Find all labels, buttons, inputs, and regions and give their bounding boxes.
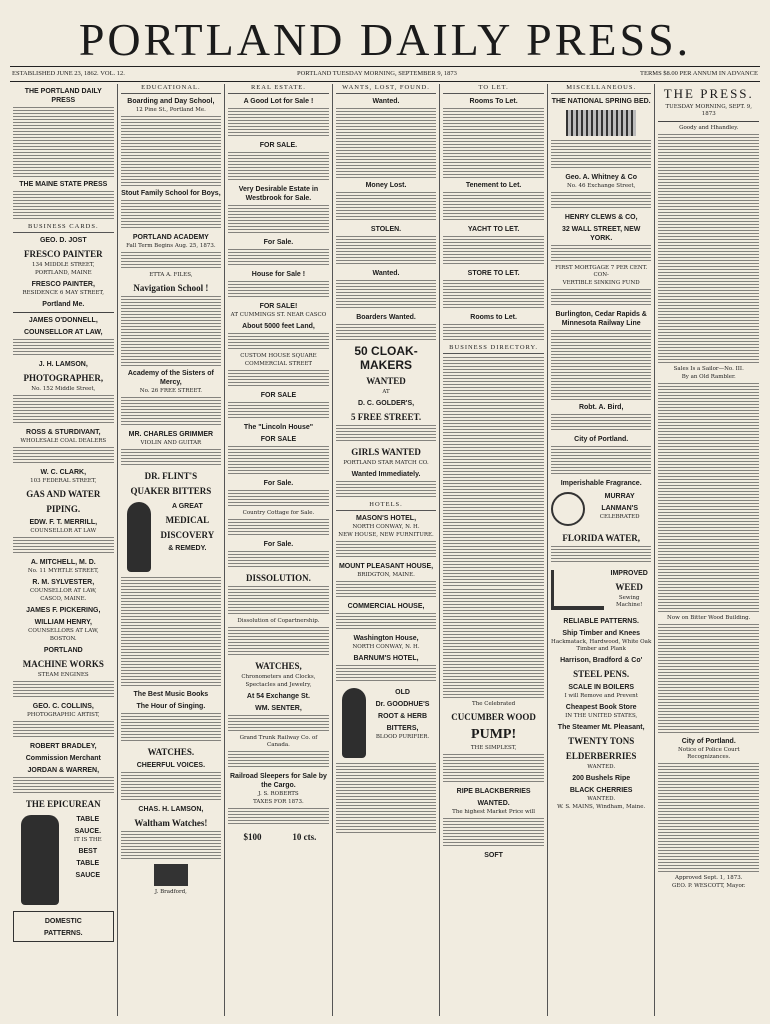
- ad-heading: PIPING.: [46, 504, 81, 514]
- ad-heading: Money Lost.: [365, 182, 407, 189]
- ad-heading: Boarders Wanted.: [356, 314, 416, 321]
- text-block: [336, 425, 437, 443]
- text-block: [121, 252, 222, 270]
- text-block: [228, 249, 329, 267]
- ad-name: JAMES F. PICKERING,: [26, 607, 101, 614]
- ad-name: ETTA A. FILES,: [149, 272, 193, 278]
- text-block: [121, 713, 222, 743]
- ad-heading: For Sale.: [263, 239, 294, 246]
- section-head: WANTS, LOST, FOUND.: [336, 84, 437, 94]
- florida-water-ad: [551, 489, 652, 529]
- article-byline: By an Old Rambler.: [681, 374, 736, 380]
- sewing-machine-illustration: [551, 570, 604, 610]
- ad-heading: For Sale.: [263, 480, 294, 487]
- column-3: [224, 84, 332, 1016]
- ad-subheading: STEAM ENGINES: [37, 672, 89, 678]
- ad-heading: Rooms To Let.: [469, 98, 518, 105]
- text-block: [658, 383, 759, 613]
- ad-heading: At 54 Exchange St.: [246, 693, 310, 700]
- ad-heading: WANTED.: [587, 796, 616, 802]
- ad-name: A. MITCHELL, M. D.: [30, 559, 96, 566]
- ad-heading: RELIABLE PATTERNS.: [563, 618, 639, 625]
- press-title: THE PORTLAND DAILY PRESS: [24, 88, 102, 104]
- ad-heading: GAS AND WATER: [26, 489, 101, 499]
- price-row: [228, 828, 329, 845]
- ad-heading: PORTLAND: [43, 647, 83, 654]
- ad-city: NORTH CONWAY, N. H.: [352, 524, 420, 530]
- ad-text: LANMAN'S: [601, 505, 639, 512]
- text-block: [336, 613, 437, 631]
- ad-subheading: Spectacles and Jewelry,: [245, 682, 312, 688]
- text-block: [228, 333, 329, 351]
- ad-heading: MACHINE WORKS: [22, 659, 104, 669]
- text-block: [443, 818, 544, 848]
- masthead: PORTLAND DAILY PRESS.: [78, 14, 692, 65]
- ad-text: DOMESTIC: [44, 918, 82, 925]
- ad-heading: The Steamer Mt. Pleasant,: [557, 724, 645, 731]
- ad-heading: Wanted Immediately.: [351, 471, 421, 478]
- ad-name: Harrison, Bradford & Co': [560, 657, 643, 664]
- section-head: EDUCATIONAL.: [121, 84, 222, 94]
- text-block: [336, 280, 437, 310]
- text-block: [121, 831, 222, 861]
- ad-heading: FOR SALE: [260, 436, 297, 443]
- ad-city: BOSTON.: [49, 636, 77, 642]
- column-7: [654, 84, 762, 1016]
- ad-name: GEO. D. JOST: [39, 237, 87, 244]
- article-title: City of Portland.: [681, 738, 736, 745]
- dateline: [10, 66, 760, 82]
- ad-name: CHAS. H. LAMSON,: [138, 806, 204, 813]
- ad-name: HENRY CLEWS & CO,: [564, 214, 638, 221]
- text-block: [13, 681, 114, 699]
- text-block: [228, 627, 329, 657]
- ad-heading: The Hour of Singing.: [136, 703, 206, 710]
- text-block: [13, 447, 114, 465]
- ad-heading: CUCUMBER WOOD: [451, 712, 536, 722]
- ad-address: 5 FREE STREET.: [350, 412, 422, 422]
- ad-address: 103 FEDERAL STREET,: [30, 478, 97, 484]
- ad-heading: Stout Family School for Boys,: [121, 190, 221, 197]
- ad-heading: Country Cottage for Sale.: [242, 510, 315, 516]
- ad-text: IT IS THE: [73, 837, 102, 843]
- text-block: [443, 754, 544, 784]
- ad-heading: The "Lincoln House": [243, 424, 314, 431]
- signature-line: GEO. P. WESCOTT, Mayor.: [671, 883, 746, 889]
- text-block: [228, 586, 329, 616]
- ad-heading: COMMERCIAL HOUSE,: [347, 603, 425, 610]
- ad-name: D. C. GOLDER'S,: [357, 400, 415, 407]
- ad-heading: WATCHES.: [147, 747, 195, 757]
- ad-subheading: NEW HOUSE, NEW FURNITURE.: [338, 532, 434, 538]
- ad-name: ROSS & STURDIVANT,: [26, 429, 101, 436]
- ad-heading: WANTED: [366, 376, 406, 386]
- established-line: ESTABLISHED JUNE 23, 1862. VOL. 12.: [12, 70, 125, 77]
- text-block: [228, 152, 329, 182]
- text-block: [13, 537, 114, 555]
- ad-subheading: AT CUMMINGS ST. NEAR CASCO: [230, 312, 327, 318]
- ad-text: CELEBRATED: [599, 514, 640, 520]
- text-block: [228, 281, 329, 299]
- ad-name: W. S. MAINS, Windham, Maine.: [557, 804, 646, 810]
- ad-heading: CHEERFUL VOICES.: [136, 762, 206, 769]
- bottle-emblem: [551, 492, 585, 526]
- text-block: [443, 108, 544, 178]
- spring-bed-illustration: [566, 110, 636, 136]
- ad-text: MURRAY: [604, 493, 635, 500]
- text-block: [551, 546, 652, 564]
- ad-heading: DR. FLINT'S: [144, 471, 198, 481]
- ad-text: TABLE: [76, 860, 100, 867]
- ad-heading: DISSOLUTION.: [246, 573, 311, 583]
- ad-heading: SOFT: [484, 852, 503, 859]
- text-block: [228, 402, 329, 420]
- text-block: [13, 191, 114, 221]
- ad-heading: 50 CLOAK-MAKERS: [354, 344, 418, 372]
- issue-date: PORTLAND TUESDAY MORNING, SEPTEMBER 9, 1873: [297, 70, 457, 77]
- ad-name: JAMES O'DONNELL,: [28, 317, 98, 324]
- ad-name: MR. CHARLES GRIMMER: [128, 431, 214, 438]
- ad-heading: WHOLESALE COAL DEALERS: [20, 438, 107, 444]
- ad-heading: Navigation School !: [133, 283, 209, 293]
- text-block: [13, 395, 114, 425]
- ad-subheading: Chronometers and Clocks,: [241, 674, 316, 680]
- text-block: [121, 116, 222, 186]
- ad-heading: PHOTOGRAPHIC ARTIST,: [27, 712, 100, 718]
- ad-heading: Rooms to Let.: [470, 314, 517, 321]
- section-head: HOTELS.: [336, 501, 437, 511]
- text-block: [551, 289, 652, 307]
- section-head: REAL ESTATE.: [228, 84, 329, 94]
- ad-name: ROBERT BRADLEY,: [30, 743, 97, 750]
- ad-heading: Tenement to Let.: [465, 182, 522, 189]
- text-block: [336, 192, 437, 222]
- text-block: [13, 777, 114, 795]
- text-block: [228, 490, 329, 508]
- ad-address: 134 MIDDLE STREET,: [32, 262, 95, 268]
- column-4: [332, 84, 440, 1016]
- ad-subheading: VIOLIN AND GUITAR: [140, 440, 202, 446]
- ad-subheading: Fall Term Begins Aug. 25, 1873.: [126, 243, 216, 249]
- ad-city: PORTLAND, MAINE: [34, 270, 92, 276]
- ad-address: 12 Pine St., Portland Me.: [135, 107, 206, 113]
- columns: [10, 84, 762, 1016]
- ad-text: SAUCE.: [74, 828, 102, 835]
- ad-heading: A Good Lot for Sale !: [243, 98, 314, 105]
- text-block: [443, 324, 544, 342]
- text-block: [228, 446, 329, 476]
- ad-name: J. H. LAMSON,: [38, 361, 88, 368]
- ad-heading: For Sale.: [263, 541, 294, 548]
- text-block: [443, 280, 544, 310]
- ad-heading: RIPE BLACKBERRIES: [456, 788, 531, 795]
- text-block: [228, 108, 329, 138]
- text-block: [658, 624, 759, 734]
- text-block: [121, 772, 222, 802]
- ad-heading: FOR SALE!: [259, 303, 298, 310]
- ad-address: No. 46 Exchange Street,: [566, 183, 636, 189]
- epicurean-ad: [13, 812, 114, 908]
- pen-illustration: [154, 864, 188, 886]
- ad-subheading: COMMERCIAL STREET: [244, 361, 313, 367]
- ad-text: Sewing Machine!: [616, 595, 643, 608]
- ad-text: BITTERS,: [386, 725, 419, 732]
- ad-heading: PORTLAND ACADEMY: [132, 234, 209, 241]
- ad-heading: Boarding and Day School,: [127, 98, 215, 105]
- ad-heading: Cheapest Book Store: [565, 704, 637, 711]
- ad-heading: Ship Timber and Knees: [562, 630, 641, 637]
- ad-heading: TWENTY TONS: [568, 736, 635, 746]
- ad-heading: MOUNT PLEASANT HOUSE,: [338, 563, 434, 570]
- text-block: [121, 397, 222, 427]
- text-block: [551, 446, 652, 476]
- ad-heading: About 5000 feet Land,: [242, 323, 315, 330]
- text-block: [551, 192, 652, 210]
- quaker-bitters-ad: [121, 499, 222, 575]
- ad-heading: TAXES FOR 1873.: [253, 799, 304, 805]
- ad-name: Geo. A. Whitney & Co: [565, 174, 638, 181]
- text-block: [336, 236, 437, 266]
- ad-heading: VERTIBLE SINKING FUND: [562, 280, 640, 286]
- text-block: [443, 236, 544, 266]
- column-6: [547, 84, 655, 1016]
- article-title: Sales Is a Sailor—No. III.: [673, 366, 744, 372]
- text-block: [443, 192, 544, 222]
- ad-heading: PHOTOGRAPHER,: [23, 373, 104, 383]
- ad-text: I will Remove and Prevent: [564, 693, 638, 699]
- editorial-head: THE PRESS.: [663, 86, 754, 101]
- ad-text: Dr. GOODHUE'S: [375, 701, 430, 708]
- ad-name: GEO. C. COLLINS,: [32, 703, 94, 710]
- ad-text: WEED: [615, 582, 643, 592]
- ad-text: IMPROVED: [610, 570, 648, 577]
- text-block: [228, 370, 329, 388]
- ad-heading: COUNSELLORS AT LAW,: [28, 628, 99, 634]
- ad-heading: WATCHES,: [255, 661, 302, 671]
- price: $100: [243, 832, 262, 842]
- goodhue-bitters-ad: [336, 685, 437, 761]
- ad-heading: FRESCO PAINTER,: [31, 281, 95, 288]
- text-block: [121, 449, 222, 467]
- ad-heading: ELDERBERRIES: [565, 751, 637, 761]
- text-block: [13, 339, 114, 357]
- article-title: Now on Bitter Wood Building.: [667, 615, 751, 621]
- ad-heading: STOLEN.: [370, 226, 402, 233]
- ad-text: A GREAT: [172, 503, 203, 510]
- text-block: [336, 665, 437, 683]
- quaker-man-illustration: [127, 502, 151, 572]
- text-block: [121, 296, 222, 366]
- ad-heading: BARNUM'S HOTEL,: [353, 655, 419, 662]
- text-block: [551, 414, 652, 432]
- ad-heading: FOR SALE: [260, 392, 297, 399]
- text-block: [121, 200, 222, 230]
- ad-address: No. 11 MYRTLE STREET,: [27, 568, 99, 574]
- ad-text: TABLE: [76, 816, 100, 823]
- ad-heading: Dissolution of Copartnership.: [237, 618, 320, 624]
- ad-subheading: CUSTOM HOUSE SQUARE: [240, 353, 317, 359]
- text-block: [228, 808, 329, 826]
- text-block: [228, 715, 329, 733]
- ad-city: NORTH CONWAY, N. H.: [352, 644, 420, 650]
- ad-name: WILLIAM HENRY,: [34, 619, 92, 626]
- text-block: [121, 577, 222, 687]
- text-block: [336, 481, 437, 499]
- ad-heading: Washington House,: [353, 635, 419, 642]
- ad-heading: Waltham Watches!: [134, 818, 208, 828]
- ad-heading: STEEL PENS.: [573, 669, 630, 679]
- ad-address: No. 26 FREE STREET.: [139, 388, 202, 394]
- ad-heading: Grand Trunk Railway Co. of Canada.: [239, 735, 318, 748]
- ad-heading: Wanted.: [372, 98, 400, 105]
- text-block: [336, 324, 437, 342]
- ad-city: BRIDGTON, MAINE.: [357, 572, 415, 578]
- ad-heading: MASON'S HOTEL,: [356, 515, 417, 522]
- text-block: [228, 551, 329, 569]
- ad-heading: QUAKER BITTERS: [130, 486, 212, 496]
- text-block: [336, 108, 437, 178]
- terms-line: TERMS $8.00 PER ANNUM IN ADVANCE: [640, 70, 758, 77]
- article-subtitle: Notice of Police Court Recognizances.: [677, 747, 740, 760]
- ad-text: AT: [382, 389, 390, 395]
- text-block: [658, 763, 759, 873]
- ad-subheading: THE SIMPLEST,: [470, 745, 517, 751]
- ad-heading: Commission Merchant: [25, 755, 101, 762]
- text-block: [551, 245, 652, 263]
- ad-heading: COUNSELLOR AT LAW,: [29, 588, 97, 594]
- column-5: [439, 84, 547, 1016]
- ad-subheading: IN THE UNITED STATES,: [565, 713, 638, 719]
- text-block: [228, 205, 329, 235]
- business-cards-head: BUSINESS CARDS.: [13, 223, 114, 233]
- section-head: MISCELLANEOUS.: [551, 84, 652, 94]
- ad-heading: WANTED.: [477, 800, 510, 807]
- column-2: [117, 84, 225, 1016]
- ad-heading: Railroad Sleepers for Sale by the Cargo.: [230, 773, 327, 789]
- ad-heading: YACHT TO LET.: [467, 226, 520, 233]
- editorial-date: TUESDAY MORNING, SEPT. 9, 1873: [665, 104, 752, 117]
- text-block: [228, 751, 329, 769]
- text-block: [443, 589, 544, 699]
- price: 10 cts.: [292, 832, 317, 842]
- ad-heading: WANTED.: [587, 764, 616, 770]
- text-block: [336, 581, 437, 599]
- ad-text: & REMEDY.: [168, 545, 207, 552]
- ad-heading: 200 Bushels Ripe: [572, 775, 631, 782]
- weed-sewing-ad: [551, 566, 652, 614]
- ad-name: WM. SENTER,: [255, 705, 302, 712]
- ad-text: BLOOD PURIFIER.: [375, 734, 430, 740]
- ad-heading: THE NATIONAL SPRING BED.: [551, 98, 651, 105]
- text-block: [658, 134, 759, 364]
- ad-subheading: Hackmatack, Hardwood, White Oak Timber and Plank: [551, 639, 652, 652]
- ad-address: RESIDENCE 6 MAY STREET,: [22, 290, 105, 296]
- text-block: [13, 721, 114, 739]
- text-block: [551, 330, 652, 400]
- ad-heading: Imperishable Fragrance.: [560, 480, 642, 487]
- ad-heading: PUMP!: [471, 727, 517, 742]
- ad-heading: FIRST MORTGAGE 7 PER CENT. CON-: [555, 265, 648, 278]
- ad-name: PORTLAND STAR MATCH CO.: [343, 460, 429, 466]
- ad-address: No. 152 Middle Street,: [31, 386, 96, 392]
- domestic-patterns-ad: [13, 911, 114, 942]
- ad-heading: COUNSELLOR AT LAW,: [24, 329, 103, 336]
- ad-name: Robt. A. Bird,: [578, 404, 624, 411]
- ad-name: JORDAN & WARREN,: [27, 767, 100, 774]
- text-block: [13, 107, 114, 177]
- ad-heading: FOR SALE.: [259, 142, 298, 149]
- sauce-bottle-illustration: [21, 815, 59, 905]
- ad-name: J. Bradford,: [154, 889, 187, 895]
- ad-heading: STORE TO LET.: [467, 270, 520, 277]
- ad-heading: GIRLS WANTED: [351, 447, 421, 457]
- ad-text: ROOT & HERB: [378, 713, 428, 720]
- ad-text: The highest Market Price will: [452, 809, 536, 815]
- ad-heading: Very Desirable Estate in Westbrook for Sale.: [238, 186, 319, 202]
- text-block: [443, 357, 544, 587]
- ad-heading: Academy of the Sisters of Mercy,: [127, 370, 214, 386]
- text-block: [551, 140, 652, 170]
- ad-heading: THE EPICUREAN: [25, 799, 101, 809]
- ad-city: CASCO, MAINE.: [40, 596, 87, 602]
- ad-text: MEDICAL: [165, 515, 210, 525]
- ad-heading: The Best Music Books: [133, 691, 209, 698]
- ad-text: PATTERNS.: [43, 930, 83, 937]
- text-block: [336, 763, 437, 833]
- state-press-title: THE MAINE STATE PRESS: [19, 181, 108, 188]
- ad-text: OLD: [395, 689, 410, 696]
- ad-name: R. M. SYLVESTER,: [32, 579, 95, 586]
- approval-line: Approved Sept. 1, 1873.: [674, 875, 743, 881]
- text-block: [228, 519, 329, 537]
- ad-heading: BLACK CHERRIES: [569, 787, 633, 794]
- ad-text: BEST: [78, 848, 98, 855]
- ad-name: W. C. CLARK,: [40, 469, 87, 476]
- section-head: BUSINESS DIRECTORY.: [443, 344, 544, 354]
- ad-heading: FLORIDA WATER,: [562, 533, 641, 543]
- ad-city: Portland Me.: [42, 301, 85, 308]
- ad-heading: House for Sale !: [251, 271, 306, 278]
- ad-address: 32 WALL STREET, NEW YORK.: [561, 226, 641, 242]
- ad-heading: Wanted.: [372, 270, 400, 277]
- text-block: [336, 541, 437, 559]
- ad-heading: City of Portland.: [574, 436, 629, 443]
- ad-heading: FRESCO PAINTER: [23, 249, 103, 259]
- ad-heading: COUNSELLOR AT LAW: [30, 528, 97, 534]
- ad-text: The Celebrated: [472, 701, 516, 707]
- ad-text: DISCOVERY: [160, 530, 215, 540]
- ad-heading: Burlington, Cedar Rapids & Minnesota Railway Line: [555, 311, 647, 327]
- article-title: Goody and Hhandley.: [679, 125, 739, 131]
- ad-name: EDW. F. T. MERRILL,: [29, 519, 98, 526]
- doctor-illustration: [342, 688, 366, 758]
- ad-heading: SCALE IN BOILERS: [568, 684, 635, 691]
- section-head: TO LET.: [443, 84, 544, 94]
- ad-text: SAUCE: [75, 872, 101, 879]
- column-1: [10, 84, 117, 1016]
- ad-name: J. S. ROBERTS: [258, 791, 299, 797]
